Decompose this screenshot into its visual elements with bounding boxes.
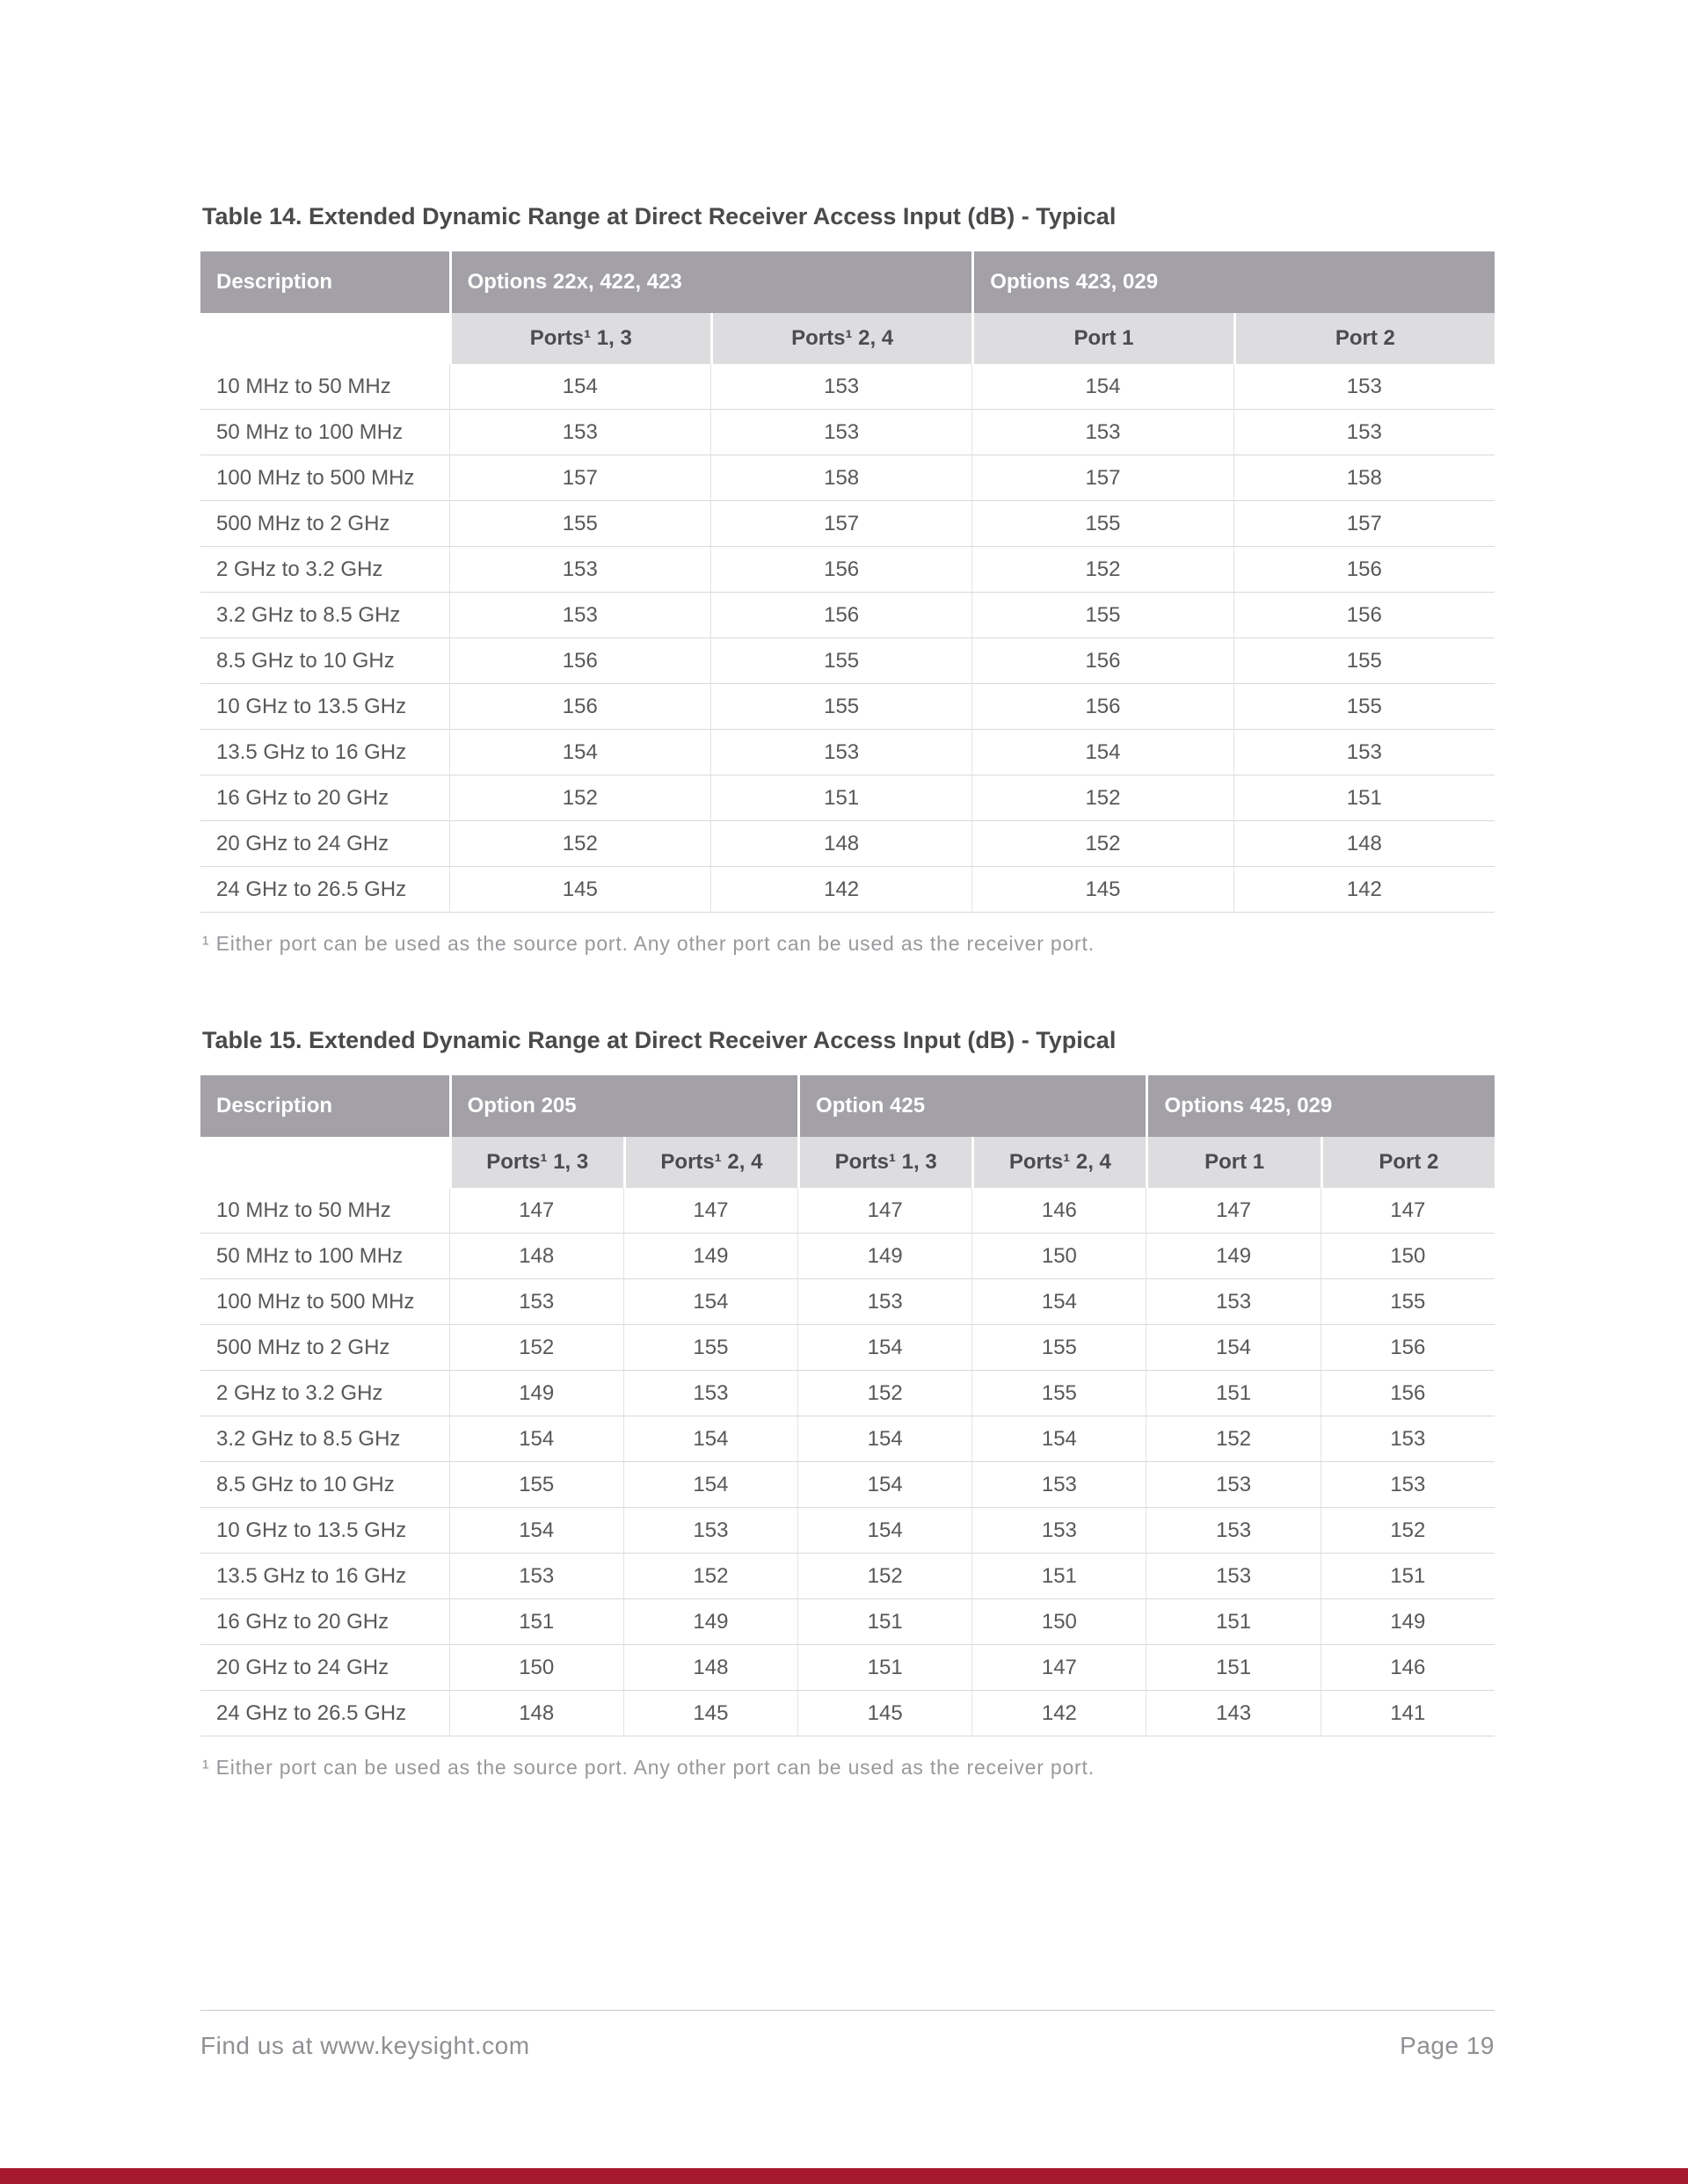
column-header-blank <box>200 313 449 364</box>
value-cell: 145 <box>971 867 1233 913</box>
value-cell: 156 <box>1321 1325 1495 1371</box>
table-row <box>200 410 1495 455</box>
row-label-cell: 16 GHz to 20 GHz <box>200 1599 449 1645</box>
value-cell: 153 <box>1233 410 1495 455</box>
group-header-cell: Option 425 <box>797 1075 1146 1137</box>
table-row <box>200 1279 1495 1325</box>
row-label-cell: 500 MHz to 2 GHz <box>200 1325 449 1371</box>
table-row <box>200 1554 1495 1599</box>
value-cell: 154 <box>971 364 1233 410</box>
value-cell: 142 <box>1233 867 1495 913</box>
value-cell: 157 <box>971 455 1233 501</box>
value-cell: 155 <box>971 593 1233 638</box>
value-cell: 147 <box>1321 1188 1495 1234</box>
table-row <box>200 501 1495 547</box>
table-row <box>200 684 1495 730</box>
value-cell: 152 <box>797 1554 971 1599</box>
value-cell: 151 <box>1321 1554 1495 1599</box>
value-cell: 151 <box>1233 775 1495 821</box>
table-row <box>200 1371 1495 1416</box>
group-header-cell: Description <box>200 251 449 313</box>
group-header-cell: Options 425, 029 <box>1146 1075 1495 1137</box>
value-cell: 155 <box>710 638 971 684</box>
value-cell: 155 <box>449 1462 623 1508</box>
value-cell: 153 <box>710 730 971 775</box>
value-cell: 153 <box>1233 730 1495 775</box>
value-cell: 156 <box>971 638 1233 684</box>
value-cell: 153 <box>710 410 971 455</box>
value-cell: 146 <box>1321 1645 1495 1691</box>
value-cell: 142 <box>971 1691 1146 1736</box>
table-row <box>200 638 1495 684</box>
value-cell: 150 <box>971 1234 1146 1279</box>
table-row <box>200 775 1495 821</box>
table15-footnote: ¹ Either port can be used as the source port. Any other port can be used as the receiver port. <box>202 1756 1095 1779</box>
value-cell: 158 <box>1233 455 1495 501</box>
value-cell: 156 <box>1321 1371 1495 1416</box>
value-cell: 154 <box>971 730 1233 775</box>
value-cell: 154 <box>971 1279 1146 1325</box>
value-cell: 149 <box>623 1234 797 1279</box>
row-label-cell: 8.5 GHz to 10 GHz <box>200 638 449 684</box>
table15-section <box>200 1026 1495 1780</box>
value-cell: 148 <box>1233 821 1495 867</box>
value-cell: 155 <box>623 1325 797 1371</box>
value-cell: 154 <box>1146 1325 1320 1371</box>
value-cell: 158 <box>710 455 971 501</box>
value-cell: 153 <box>971 410 1233 455</box>
value-cell: 153 <box>449 410 710 455</box>
table-row <box>200 1188 1495 1234</box>
value-cell: 150 <box>971 1599 1146 1645</box>
row-label-cell: 50 MHz to 100 MHz <box>200 1234 449 1279</box>
value-cell: 152 <box>449 1325 623 1371</box>
value-cell: 153 <box>1233 364 1495 410</box>
value-cell: 153 <box>1321 1416 1495 1462</box>
value-cell: 156 <box>449 638 710 684</box>
value-cell: 152 <box>623 1554 797 1599</box>
value-cell: 157 <box>449 455 710 501</box>
value-cell: 153 <box>623 1371 797 1416</box>
value-cell: 153 <box>449 547 710 593</box>
value-cell: 143 <box>1146 1691 1320 1736</box>
group-header-cell: Option 205 <box>449 1075 797 1137</box>
value-cell: 155 <box>971 501 1233 547</box>
row-label-cell: 10 GHz to 13.5 GHz <box>200 1508 449 1554</box>
value-cell: 154 <box>797 1508 971 1554</box>
value-cell: 155 <box>971 1325 1146 1371</box>
column-header-cell: Port 1 <box>971 313 1233 364</box>
value-cell: 154 <box>623 1416 797 1462</box>
table-row <box>200 867 1495 913</box>
column-header-cell: Port 1 <box>1146 1137 1320 1188</box>
value-cell: 153 <box>710 364 971 410</box>
value-cell: 154 <box>797 1325 971 1371</box>
value-cell: 154 <box>623 1279 797 1325</box>
column-header-row <box>200 313 1495 364</box>
row-label-cell: 2 GHz to 3.2 GHz <box>200 1371 449 1416</box>
value-cell: 142 <box>710 867 971 913</box>
row-label-cell: 100 MHz to 500 MHz <box>200 455 449 501</box>
value-cell: 147 <box>971 1645 1146 1691</box>
row-label-cell: 16 GHz to 20 GHz <box>200 775 449 821</box>
value-cell: 153 <box>1146 1508 1320 1554</box>
value-cell: 155 <box>1233 684 1495 730</box>
table-row <box>200 1645 1495 1691</box>
row-label-cell: 50 MHz to 100 MHz <box>200 410 449 455</box>
value-cell: 155 <box>449 501 710 547</box>
value-cell: 151 <box>1146 1371 1320 1416</box>
group-header-row <box>200 251 1495 313</box>
value-cell: 145 <box>623 1691 797 1736</box>
column-header-cell: Ports¹ 1, 3 <box>797 1137 971 1188</box>
value-cell: 156 <box>971 684 1233 730</box>
table15-title: Table 15. Extended Dynamic Range at Direct Receiver Access Input (dB) - Typical <box>202 1027 1117 1053</box>
value-cell: 152 <box>971 821 1233 867</box>
value-cell: 153 <box>623 1508 797 1554</box>
value-cell: 154 <box>449 1508 623 1554</box>
value-cell: 153 <box>1321 1462 1495 1508</box>
value-cell: 151 <box>449 1599 623 1645</box>
value-cell: 149 <box>797 1234 971 1279</box>
value-cell: 154 <box>797 1416 971 1462</box>
row-label-cell: 24 GHz to 26.5 GHz <box>200 867 449 913</box>
value-cell: 153 <box>797 1279 971 1325</box>
value-cell: 157 <box>710 501 971 547</box>
value-cell: 149 <box>449 1371 623 1416</box>
value-cell: 155 <box>710 684 971 730</box>
value-cell: 156 <box>1233 593 1495 638</box>
value-cell: 147 <box>1146 1188 1320 1234</box>
value-cell: 154 <box>449 730 710 775</box>
column-header-cell: Ports¹ 1, 3 <box>449 1137 623 1188</box>
group-header-row <box>200 1075 1495 1137</box>
value-cell: 149 <box>623 1599 797 1645</box>
table-row <box>200 1325 1495 1371</box>
value-cell: 149 <box>1321 1599 1495 1645</box>
value-cell: 150 <box>449 1645 623 1691</box>
table14-title: Table 14. Extended Dynamic Range at Direct Receiver Access Input (dB) - Typical <box>202 203 1117 229</box>
row-label-cell: 20 GHz to 24 GHz <box>200 821 449 867</box>
page-footer <box>200 2010 1495 2060</box>
row-label-cell: 8.5 GHz to 10 GHz <box>200 1462 449 1508</box>
table-row <box>200 821 1495 867</box>
value-cell: 155 <box>1233 638 1495 684</box>
value-cell: 148 <box>449 1691 623 1736</box>
value-cell: 153 <box>971 1462 1146 1508</box>
table-row <box>200 364 1495 410</box>
table-row <box>200 730 1495 775</box>
row-label-cell: 20 GHz to 24 GHz <box>200 1645 449 1691</box>
row-label-cell: 24 GHz to 26.5 GHz <box>200 1691 449 1736</box>
value-cell: 157 <box>1233 501 1495 547</box>
value-cell: 154 <box>623 1462 797 1508</box>
page-number: Page 19 <box>1400 2032 1495 2059</box>
row-label-cell: 2 GHz to 3.2 GHz <box>200 547 449 593</box>
value-cell: 151 <box>971 1554 1146 1599</box>
column-header-cell: Port 2 <box>1233 313 1495 364</box>
footer-website-link[interactable]: Find us at www.keysight.com <box>200 2032 530 2059</box>
value-cell: 151 <box>1146 1645 1320 1691</box>
row-label-cell: 3.2 GHz to 8.5 GHz <box>200 593 449 638</box>
value-cell: 151 <box>710 775 971 821</box>
value-cell: 153 <box>971 1508 1146 1554</box>
column-header-cell: Ports¹ 1, 3 <box>449 313 710 364</box>
column-header-row <box>200 1137 1495 1188</box>
page-content <box>200 202 1495 1850</box>
value-cell: 152 <box>971 775 1233 821</box>
column-header-blank <box>200 1137 449 1188</box>
value-cell: 151 <box>1146 1599 1320 1645</box>
brand-color-bar <box>0 2168 1688 2184</box>
value-cell: 154 <box>449 1416 623 1462</box>
value-cell: 154 <box>449 364 710 410</box>
value-cell: 152 <box>449 775 710 821</box>
row-label-cell: 10 MHz to 50 MHz <box>200 1188 449 1234</box>
table-row <box>200 1691 1495 1736</box>
value-cell: 151 <box>797 1599 971 1645</box>
row-label-cell: 13.5 GHz to 16 GHz <box>200 730 449 775</box>
row-label-cell: 10 MHz to 50 MHz <box>200 364 449 410</box>
value-cell: 148 <box>710 821 971 867</box>
value-cell: 150 <box>1321 1234 1495 1279</box>
row-label-cell: 3.2 GHz to 8.5 GHz <box>200 1416 449 1462</box>
table-row <box>200 1508 1495 1554</box>
value-cell: 152 <box>1146 1416 1320 1462</box>
table14-section <box>200 202 1495 956</box>
value-cell: 153 <box>1146 1462 1320 1508</box>
value-cell: 151 <box>797 1645 971 1691</box>
column-header-cell: Ports¹ 2, 4 <box>710 313 971 364</box>
table-row <box>200 547 1495 593</box>
table-14 <box>200 251 1495 913</box>
value-cell: 152 <box>797 1371 971 1416</box>
value-cell: 155 <box>971 1371 1146 1416</box>
row-label-cell: 100 MHz to 500 MHz <box>200 1279 449 1325</box>
table-row <box>200 1599 1495 1645</box>
value-cell: 148 <box>623 1645 797 1691</box>
value-cell: 149 <box>1146 1234 1320 1279</box>
value-cell: 155 <box>1321 1279 1495 1325</box>
value-cell: 148 <box>449 1234 623 1279</box>
value-cell: 146 <box>971 1188 1146 1234</box>
table-row <box>200 455 1495 501</box>
value-cell: 154 <box>971 1416 1146 1462</box>
column-header-cell: Port 2 <box>1321 1137 1495 1188</box>
row-label-cell: 500 MHz to 2 GHz <box>200 501 449 547</box>
value-cell: 152 <box>1321 1508 1495 1554</box>
value-cell: 153 <box>1146 1279 1320 1325</box>
value-cell: 156 <box>449 684 710 730</box>
value-cell: 156 <box>710 547 971 593</box>
table-row <box>200 1462 1495 1508</box>
table-row <box>200 1234 1495 1279</box>
value-cell: 152 <box>449 821 710 867</box>
group-header-cell: Description <box>200 1075 449 1137</box>
group-header-cell: Options 22x, 422, 423 <box>449 251 972 313</box>
table14-footnote: ¹ Either port can be used as the source port. Any other port can be used as the receiver port. <box>202 932 1095 955</box>
value-cell: 141 <box>1321 1691 1495 1736</box>
value-cell: 154 <box>797 1462 971 1508</box>
value-cell: 152 <box>971 547 1233 593</box>
value-cell: 147 <box>623 1188 797 1234</box>
column-header-cell: Ports¹ 2, 4 <box>623 1137 797 1188</box>
value-cell: 156 <box>710 593 971 638</box>
value-cell: 147 <box>449 1188 623 1234</box>
value-cell: 156 <box>1233 547 1495 593</box>
value-cell: 147 <box>797 1188 971 1234</box>
row-label-cell: 13.5 GHz to 16 GHz <box>200 1554 449 1599</box>
value-cell: 153 <box>449 1554 623 1599</box>
value-cell: 153 <box>449 593 710 638</box>
table-15 <box>200 1075 1495 1736</box>
value-cell: 145 <box>449 867 710 913</box>
column-header-cell: Ports¹ 2, 4 <box>971 1137 1146 1188</box>
group-header-cell: Options 423, 029 <box>971 251 1495 313</box>
row-label-cell: 10 GHz to 13.5 GHz <box>200 684 449 730</box>
value-cell: 153 <box>1146 1554 1320 1599</box>
table-row <box>200 593 1495 638</box>
table-row <box>200 1416 1495 1462</box>
value-cell: 145 <box>797 1691 971 1736</box>
value-cell: 153 <box>449 1279 623 1325</box>
